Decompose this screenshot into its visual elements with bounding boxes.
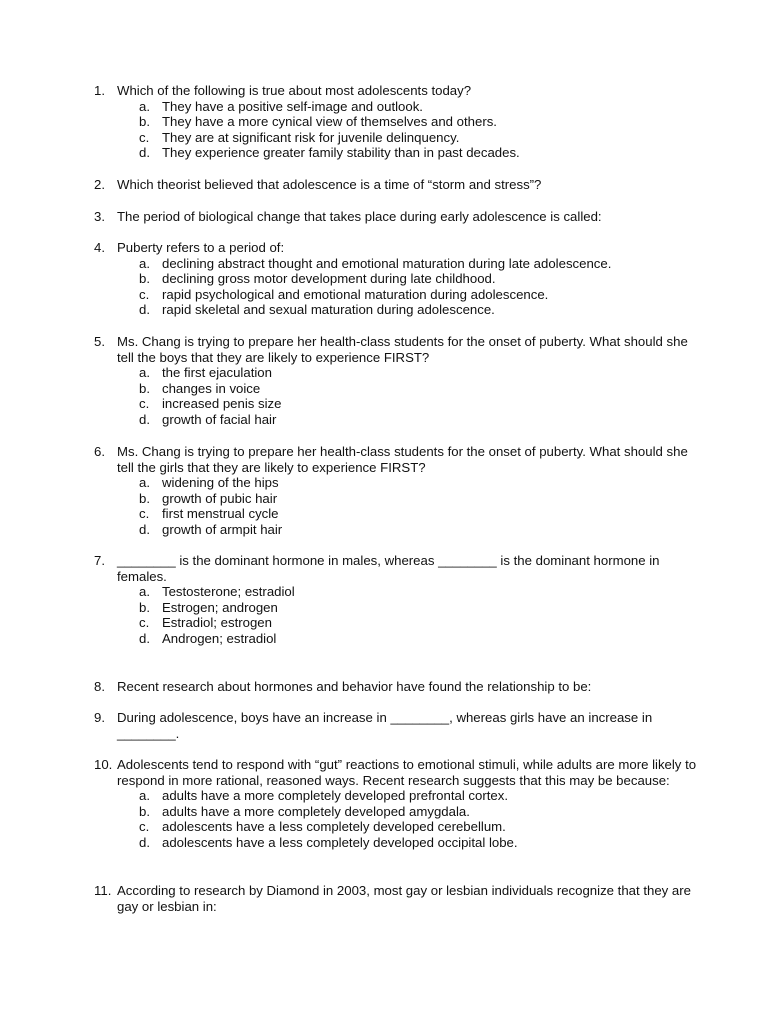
option-a [94,365,704,381]
option-text: adults have a more completely developed prefrontal cortex. [162,788,508,804]
question-text: During adolescence, boys have an increase in ________, whereas girls have an increase in ________. [117,710,656,741]
question-number: 2. [94,177,105,192]
option-letter: a. [139,788,150,804]
option-d [94,302,704,318]
option-text: growth of armpit hair [162,521,283,537]
question-text: Which theorist believed that adolescence is a time of “storm and stress”? [117,177,542,192]
option-letter: d. [139,630,150,646]
option-b [94,491,704,507]
question-number: 1. [94,83,105,98]
option-letter: d. [139,411,150,427]
option-text: growth of facial hair [162,411,277,427]
option-a [94,475,704,491]
option-text: first menstrual cycle [162,506,279,522]
option-text: growth of pubic hair [162,490,278,506]
option-text: changes in voice [162,380,261,396]
option-letter: a. [139,365,150,381]
question-6 [94,444,704,538]
option-text: declining gross motor development during late childhood. [162,271,496,287]
option-a [94,788,704,804]
option-a [94,256,704,272]
option-b [94,381,704,397]
option-letter: d. [139,302,150,318]
option-letter: c. [139,819,150,835]
option-list [94,788,704,850]
option-c [94,287,704,303]
option-text: widening of the hips [162,475,279,491]
option-text: Testosterone; estradiol [162,584,295,600]
option-letter: b. [139,271,150,287]
option-letter: d. [139,521,150,537]
option-letter: a. [139,584,150,600]
option-letter: a. [139,475,150,491]
option-d [94,631,704,647]
option-text: adults have a more completely developed amygdala. [162,803,470,819]
option-letter: b. [139,599,150,615]
option-list [94,584,704,646]
question-11 [94,883,704,914]
question-7 [94,553,704,647]
option-letter: b. [139,380,150,396]
question-text: Ms. Chang is trying to prepare her health-class students for the onset of puberty. What should she tell the boys that they are likely to experience FIRST? [117,334,692,365]
option-text: rapid psychological and emotional maturation during adolescence. [162,286,549,302]
question-number: 7. [94,553,105,568]
option-letter: d. [139,834,150,850]
option-letter: c. [139,286,150,302]
option-text: rapid skeletal and sexual maturation during adolescence. [162,302,495,318]
option-letter: c. [139,396,150,412]
question-number: 3. [94,209,105,224]
question-text: Ms. Chang is trying to prepare her health-class students for the onset of puberty. What should she tell the girls that they are likely to experience FIRST? [117,444,692,475]
option-d [94,145,704,161]
option-letter: b. [139,114,150,130]
option-text: declining abstract thought and emotional maturation during late adolescence. [162,255,612,271]
option-a [94,99,704,115]
question-3 [94,209,704,225]
option-text: They are at significant risk for juvenile delinquency. [162,129,460,145]
option-b [94,271,704,287]
option-d [94,412,704,428]
option-text: Estradiol; estrogen [162,615,272,631]
option-text: They have a more cynical view of themselves and others. [162,114,497,130]
question-number: 6. [94,444,105,459]
option-c [94,615,704,631]
question-10 [94,757,704,851]
option-list [94,475,704,537]
question-1 [94,83,704,161]
option-letter: c. [139,506,150,522]
question-text: Adolescents tend to respond with “gut” reactions to emotional stimuli, while adults are more likely to respond in more rational, reasoned ways. Recent research suggests that this may be because: [117,757,700,788]
option-letter: c. [139,129,150,145]
option-c [94,819,704,835]
option-text: Estrogen; androgen [162,599,278,615]
option-letter: d. [139,145,150,161]
option-letter: a. [139,255,150,271]
option-letter: c. [139,615,150,631]
option-b [94,114,704,130]
question-9 [94,710,704,741]
option-text: Androgen; estradiol [162,630,277,646]
question-text: Recent research about hormones and behavior have found the relationship to be: [117,679,592,694]
question-4 [94,240,704,318]
question-number: 8. [94,679,105,694]
option-b [94,600,704,616]
question-number: 4. [94,240,105,255]
question-2 [94,177,704,193]
option-list [94,256,704,318]
option-text: adolescents have a less completely developed cerebellum. [162,819,506,835]
option-d [94,522,704,538]
option-text: the first ejaculation [162,365,272,381]
question-text: The period of biological change that takes place during early adolescence is called: [117,209,602,224]
question-5 [94,334,704,428]
option-letter: b. [139,803,150,819]
option-letter: a. [139,98,150,114]
question-number: 5. [94,334,105,349]
option-c [94,396,704,412]
question-text: Which of the following is true about most adolescents today? [117,83,472,98]
option-c [94,506,704,522]
option-text: They experience greater family stability than in past decades. [162,145,520,161]
option-list [94,99,704,161]
question-number: 9. [94,710,105,725]
option-a [94,584,704,600]
option-text: adolescents have a less completely developed occipital lobe. [162,834,518,850]
option-b [94,804,704,820]
question-8 [94,679,704,695]
question-number: 11. [94,883,112,898]
question-number: 10. [94,757,113,772]
option-text: They have a positive self-image and outlook. [162,98,423,114]
question-text: According to research by Diamond in 2003, most gay or lesbian individuals recognize that they are gay or lesbian in: [117,883,695,914]
option-letter: b. [139,490,150,506]
question-text: Puberty refers to a period of: [117,240,285,255]
option-text: increased penis size [162,396,282,412]
option-list [94,365,704,427]
option-d [94,835,704,851]
option-c [94,130,704,146]
question-text: ________ is the dominant hormone in males, whereas ________ is the dominant hormone in females. [117,553,664,584]
